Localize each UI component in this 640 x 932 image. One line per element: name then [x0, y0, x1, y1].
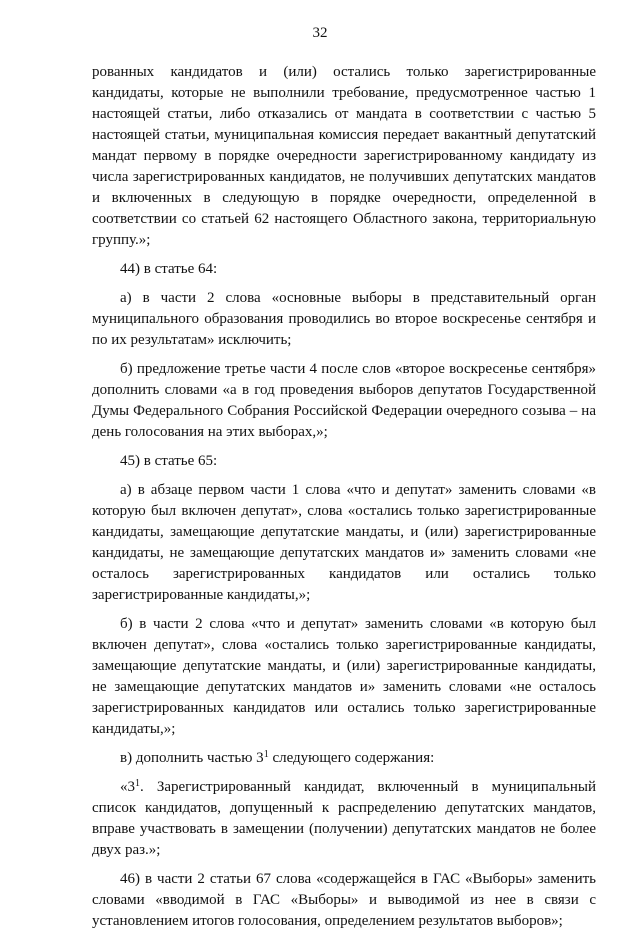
- paragraph-item-45a: а) в абзаце первом части 1 слова «что и депутат» заменить словами «в которую был включен депутат», слова «остались только зарегистрированные кандидаты, замещающие депутатские мандаты, и (или) зарегистрированные кандидаты, не замещающие депутатских мандатов и» заменить словами «не осталось зарегистрированных кандидатов или остались только зарегистрированные кандидаты,»;: [92, 482, 596, 603]
- paragraph-text: «3: [120, 779, 135, 795]
- paragraph-part-3-1: [92, 777, 596, 861]
- paragraph-continuation: рованных кандидатов и (или) остались только зарегистрированные кандидаты, которые не выполнили требование, предусмотренное частью 1 настоящей статьи, либо отказались от мандата в соответствии с частью 5 настоящей статьи, муниципальная комиссия передает вакантный депутатский мандат первому в порядке очередности зарегистрированному кандидату из числа зарегистрированных кандидатов, не получивших депутатских мандатов и включенных в следующую в порядке очередности, определенной в соответствии со статьей 62 настоящего Областного закона, территориальную группу.»;: [92, 64, 596, 248]
- paragraph-text: . Зарегистрированный кандидат, включенный в муниципальный список кандидатов, допущенный к распределению депутатских мандатов, вправе участвовать в замещении (получении) депутатских мандатов не более двух раз.»;: [92, 779, 596, 858]
- paragraph-item-44: 44) в статье 64:: [120, 261, 218, 277]
- paragraph-item-44b: б) предложение третье части 4 после слов «второе воскресенье сентября» дополнить словами «а в год проведения выборов депутатов Государственной Думы Федерального Собрания Российской Федерации очередного созыва – на день голосования на этих выборах,»;: [92, 361, 596, 440]
- page-number: 32: [312, 25, 328, 41]
- paragraph-text: следующего содержания:: [268, 750, 435, 766]
- paragraph-item-45b: б) в части 2 слова «что и депутат» заменить словами «в которую был включен депутат», слова «остались только зарегистрированные кандидаты, замещающие депутатские мандаты, и (или) зарегистрированные кандидаты, не замещающие депутатских мандатов и» заменить словами «не осталось зарегистрированных кандидатов или остались только зарегистрированные кандидаты,»;: [92, 616, 596, 737]
- superscript: 1: [263, 749, 269, 760]
- paragraph-item-46: 46) в части 2 статьи 67 слова «содержащейся в ГАС «Выборы» заменить словами «вводимой в ГАС «Выборы» и выводимой из нее в связи с установлением итогов голосования, определением результатов выборов»;: [92, 871, 596, 929]
- document-body: [92, 62, 596, 932]
- superscript: 1: [135, 778, 140, 789]
- paragraph-item-44a: а) в части 2 слова «основные выборы в представительный орган муниципального образования проводились во второе воскресенье сентября и по их результатам» исключить;: [92, 290, 596, 348]
- paragraph-item-45c: [92, 748, 596, 769]
- paragraph-text: в) дополнить частью 3: [120, 750, 264, 766]
- paragraph-item-45: 45) в статье 65:: [120, 453, 218, 469]
